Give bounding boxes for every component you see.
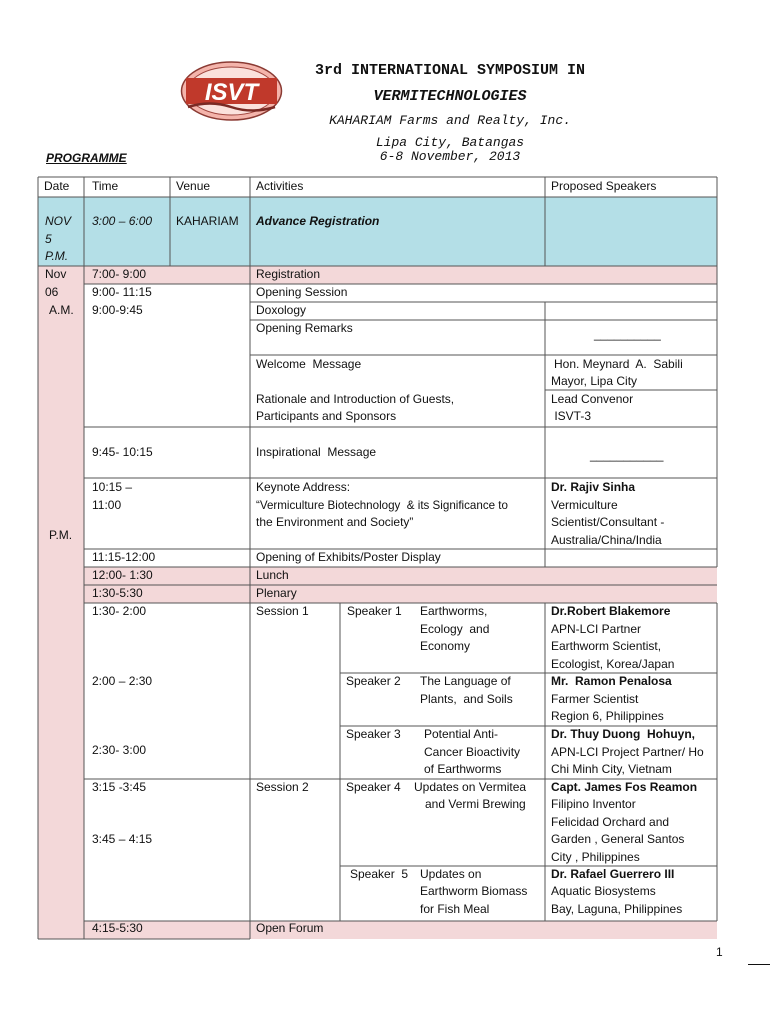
speaker: Mayor, Lipa City: [551, 374, 638, 388]
logo-text: ISVT: [204, 79, 259, 106]
speaker: APN-LCI Partner: [551, 622, 642, 636]
nov5-date-month: NOV: [45, 214, 72, 228]
activity: Rationale and Introduction of Guests,: [256, 392, 455, 406]
speaker: Bay, Laguna, Philippines: [551, 902, 683, 916]
speaker-name: Dr. Thuy Duong Hohuyn,: [551, 727, 695, 741]
nov6-am: A.M.: [49, 303, 74, 317]
speaker-name: Dr. Rajiv Sinha: [551, 480, 636, 494]
time-slot: 2:00 – 2:30: [92, 674, 153, 688]
time-slot: 9:00-9:45: [92, 303, 143, 317]
speaker-name: Dr.Robert Blakemore: [551, 604, 671, 618]
activity: Doxology: [256, 303, 307, 317]
nov6-pm: P.M.: [49, 528, 73, 542]
organizer: KAHARIAM Farms and Realty, Inc.: [329, 113, 571, 128]
talk-speaker-label: Speaker 5: [350, 867, 409, 881]
speaker: Region 6, Philippines: [551, 709, 664, 723]
talk-topic: Cancer Bioactivity: [424, 745, 521, 759]
talk-topic: Updates on: [420, 867, 482, 881]
activity: Plenary: [256, 586, 297, 600]
speaker: Hon. Meynard A. Sabili: [554, 357, 683, 371]
col-header-speakers: Proposed Speakers: [551, 179, 657, 193]
event-dates: 6-8 November, 2013: [379, 149, 521, 164]
nov5-activity: Advance Registration: [256, 214, 380, 228]
talk-topic: Potential Anti-: [424, 727, 499, 741]
talk-topic: Earthworm Biomass: [420, 884, 528, 898]
time-slot: 1:30-5:30: [92, 586, 143, 600]
speaker: City , Philippines: [551, 850, 640, 864]
activity: Inspirational Message: [256, 445, 377, 459]
activity: Opening Session: [256, 285, 348, 299]
time-slot: 4:15-5:30: [92, 921, 143, 935]
time-slot: 3:15 -3:45: [92, 780, 147, 794]
time-slot: 7:00- 9:00: [92, 267, 147, 281]
time-slot: 3:45 – 4:15: [92, 832, 153, 846]
col-header-activities: Activities: [256, 179, 304, 193]
activity: Participants and Sponsors: [256, 409, 397, 423]
activity: Registration: [256, 267, 321, 281]
talk-topic: of Earthworms: [424, 762, 502, 776]
speaker: Aquatic Biosystems: [551, 884, 656, 898]
speaker: Ecologist, Korea/Japan: [551, 657, 675, 671]
speaker: Earthworm Scientist,: [551, 639, 662, 653]
speaker: Lead Convenor: [551, 392, 634, 406]
programme-label: PROGRAMME: [46, 151, 127, 165]
talk-topic: for Fish Meal: [420, 902, 490, 916]
col-header-venue: Venue: [176, 179, 211, 193]
speaker: Australia/China/India: [551, 533, 662, 547]
symposium-subtitle: VERMITECHNOLOGIES: [373, 88, 527, 105]
talk-topic: Plants, and Soils: [420, 692, 513, 706]
corner-rule: [748, 964, 770, 965]
speaker: APN-LCI Project Partner/ Ho: [551, 745, 704, 759]
activity: Session 1: [256, 604, 309, 618]
activity: “Vermiculture Biotechnology & its Significance to: [256, 499, 508, 512]
talk-topic: Economy: [420, 639, 471, 653]
activity: Opening Remarks: [256, 321, 353, 335]
nov5-date-period: P.M.: [45, 249, 69, 263]
speaker-blank: ___________: [590, 448, 664, 462]
time-slot: 11:15-12:00: [92, 550, 156, 564]
speaker-name: Mr. Ramon Penalosa: [551, 674, 672, 688]
col-header-time: Time: [92, 179, 119, 193]
speaker: Farmer Scientist: [551, 692, 639, 706]
col-header-date: Date: [44, 179, 70, 193]
speaker: Garden , General Santos: [551, 832, 685, 846]
activity: Session 2: [256, 780, 309, 794]
talk-topic: The Language of: [420, 674, 511, 688]
activity: Opening of Exhibits/Poster Display: [256, 550, 441, 564]
nov6-date-day: 06: [45, 285, 59, 299]
activity: Keynote Address:: [256, 480, 351, 494]
talk-speaker-label: Speaker 2: [346, 674, 401, 688]
time-slot: 11:00: [92, 498, 122, 512]
speaker: Chi Minh City, Vietnam: [551, 762, 672, 776]
time-slot: 2:30- 3:00: [92, 743, 147, 757]
time-slot: 12:00- 1:30: [92, 568, 153, 582]
page-number: 1: [716, 945, 723, 959]
talk-topic: and Vermi Brewing: [425, 797, 526, 811]
blue-row-fill: [38, 197, 717, 266]
talk-speaker-label: Speaker 4: [346, 780, 401, 794]
symposium-title: 3rd INTERNATIONAL SYMPOSIUM IN: [314, 62, 586, 79]
talk-speaker-label: Speaker 1: [347, 604, 402, 618]
nov5-time: 3:00 – 6:00: [92, 214, 153, 228]
speaker: ISVT-3: [551, 409, 592, 423]
speaker: Vermiculture: [551, 498, 618, 512]
activity: Lunch: [256, 568, 289, 582]
activity: the Environment and Society”: [256, 515, 414, 529]
nov5-venue: KAHARIAM: [176, 214, 239, 228]
talk-topic: Earthworms,: [420, 604, 488, 618]
time-slot: 9:00- 11:15: [92, 285, 152, 299]
speaker-blank: __________: [594, 327, 661, 341]
speaker: Felicidad Orchard and: [551, 815, 670, 829]
time-slot: 9:45- 10:15: [92, 445, 153, 459]
speaker: Filipino Inventor: [551, 797, 636, 811]
speaker-name: Dr. Rafael Guerrero III: [551, 867, 675, 881]
activity: Open Forum: [256, 921, 324, 935]
speaker: Scientist/Consultant -: [551, 515, 665, 529]
time-slot: 1:30- 2:00: [92, 604, 147, 618]
talk-topic: Updates on Vermitea: [414, 780, 527, 794]
location: Lipa City, Batangas: [375, 135, 525, 150]
talk-speaker-label: Speaker 3: [346, 727, 401, 741]
activity: Welcome Message: [256, 357, 362, 371]
nov5-date-day: 5: [45, 232, 52, 246]
time-slot: 10:15 –: [92, 480, 133, 494]
speaker-name: Capt. James Fos Reamon: [551, 780, 698, 794]
talk-topic: Ecology and: [420, 622, 490, 636]
nov6-date-month: Nov: [45, 267, 67, 281]
